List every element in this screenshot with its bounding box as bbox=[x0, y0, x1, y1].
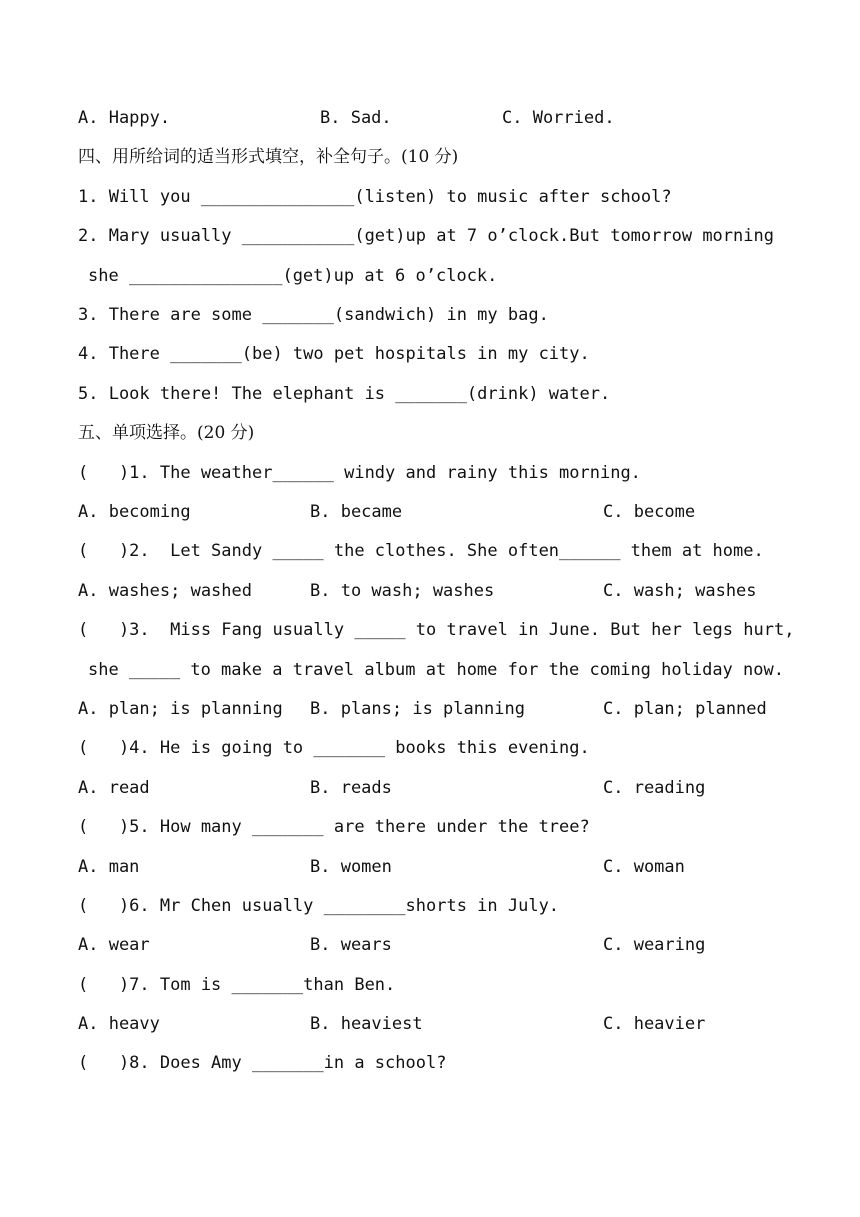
q7-option-c: C. heavier bbox=[603, 1014, 706, 1034]
q4-option-b: B. reads bbox=[310, 778, 392, 798]
option-c: C. Worried. bbox=[502, 108, 615, 128]
option-b: B. Sad. bbox=[320, 108, 392, 128]
section4-item-1: 1. Will you _______________(listen) to music after school? bbox=[78, 187, 672, 207]
q6-option-b: B. wears bbox=[310, 935, 392, 955]
q4-stem: ( )4. He is going to _______ books this evening. bbox=[78, 738, 590, 758]
section4-heading: 四、用所给词的适当形式填空，补全句子。(10 分) bbox=[78, 147, 459, 167]
q5-option-c: C. woman bbox=[603, 857, 685, 877]
q1-option-a: A. becoming bbox=[78, 502, 191, 522]
q3-stem-cont: she _____ to make a travel album at home for the coming holiday now. bbox=[88, 660, 784, 680]
q7-option-a: A. heavy bbox=[78, 1014, 160, 1034]
section4-item-3: 3. There are some _______(sandwich) in my bag. bbox=[78, 305, 549, 325]
q5-option-b: B. women bbox=[310, 857, 392, 877]
section4-item-2-cont: she _______________(get)up at 6 o’clock. bbox=[88, 266, 498, 286]
q6-option-a: A. wear bbox=[78, 935, 150, 955]
q3-stem: ( )3. Miss Fang usually _____ to travel in June. But her legs hurt, bbox=[78, 620, 795, 640]
section5-heading: 五、单项选择。(20 分) bbox=[78, 423, 255, 443]
q8-stem: ( )8. Does Amy _______in a school? bbox=[78, 1053, 447, 1073]
q2-option-c: C. wash; washes bbox=[603, 581, 757, 601]
q5-stem: ( )5. How many _______ are there under the tree? bbox=[78, 817, 590, 837]
q1-stem: ( )1. The weather______ windy and rainy this morning. bbox=[78, 463, 641, 483]
q3-option-b: B. plans; is planning bbox=[310, 699, 525, 719]
q7-stem: ( )7. Tom is _______than Ben. bbox=[78, 975, 396, 995]
section4-item-4: 4. There _______(be) two pet hospitals in my city. bbox=[78, 344, 590, 364]
q7-option-b: B. heaviest bbox=[310, 1014, 423, 1034]
q3-option-a: A. plan; is planning bbox=[78, 699, 283, 719]
q5-option-a: A. man bbox=[78, 857, 140, 877]
q3-option-c: C. plan; planned bbox=[603, 699, 767, 719]
q4-option-a: A. read bbox=[78, 778, 150, 798]
section4-item-5: 5. Look there! The elephant is _______(drink) water. bbox=[78, 384, 611, 404]
section4-item-2: 2. Mary usually ___________(get)up at 7 o’clock.But tomorrow morning bbox=[78, 226, 774, 246]
q2-stem: ( )2. Let Sandy _____ the clothes. She often______ them at home. bbox=[78, 541, 764, 561]
q6-option-c: C. wearing bbox=[603, 935, 706, 955]
q2-option-a: A. washes; washed bbox=[78, 581, 252, 601]
q1-option-b: B. became bbox=[310, 502, 403, 522]
q4-option-c: C. reading bbox=[603, 778, 706, 798]
q6-stem: ( )6. Mr Chen usually ________shorts in July. bbox=[78, 896, 560, 916]
q2-option-b: B. to wash; washes bbox=[310, 581, 495, 601]
q1-option-c: C. become bbox=[603, 502, 696, 522]
option-a: A. Happy. bbox=[78, 108, 171, 128]
